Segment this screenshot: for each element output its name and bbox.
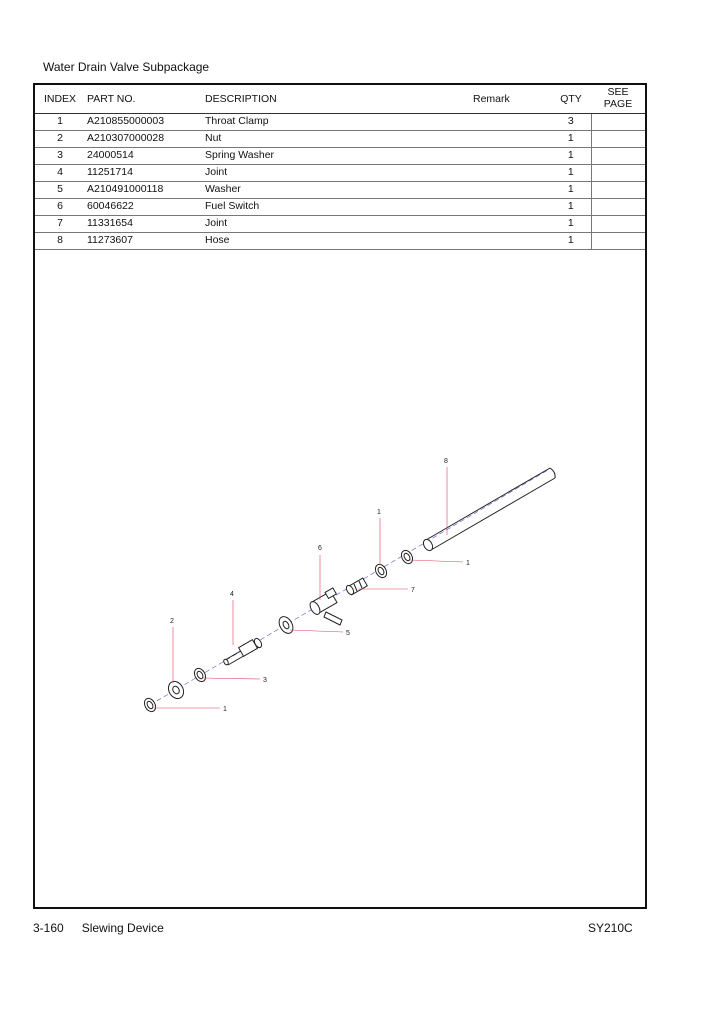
header-part-no: PART NO. xyxy=(85,85,203,113)
cell-part-no: 60046622 xyxy=(85,198,203,215)
cell-description: Spring Washer xyxy=(203,147,473,164)
cell-part-no: 24000514 xyxy=(85,147,203,164)
model-name: SY210C xyxy=(588,921,633,935)
cell-part-no: A210491000118 xyxy=(85,181,203,198)
cell-qty: 1 xyxy=(551,181,591,198)
cell-description: Joint xyxy=(203,164,473,181)
cell-qty: 1 xyxy=(551,147,591,164)
callout-7: 7 xyxy=(411,587,415,594)
cell-index: 5 xyxy=(35,181,85,198)
callout-1: 1 xyxy=(223,706,227,713)
cell-description: Throat Clamp xyxy=(203,113,473,130)
cell-index: 1 xyxy=(35,113,85,130)
cell-part-no: 11251714 xyxy=(85,164,203,181)
cell-description: Washer xyxy=(203,181,473,198)
joint-part-7 xyxy=(345,578,367,596)
cell-part-no: A210307000028 xyxy=(85,130,203,147)
cell-description: Joint xyxy=(203,215,473,232)
washer-part xyxy=(276,614,295,636)
callout-1: 1 xyxy=(466,560,470,567)
callout-8: 8 xyxy=(444,458,448,465)
cell-part-no: 11331654 xyxy=(85,215,203,232)
throat-clamp-part xyxy=(142,696,158,713)
joint-part-4 xyxy=(223,637,263,665)
cell-description: Hose xyxy=(203,232,473,249)
header-qty: QTY xyxy=(551,85,591,113)
callout-1: 1 xyxy=(377,509,381,516)
cell-index: 8 xyxy=(35,232,85,249)
cell-part-no: A210855000003 xyxy=(85,113,203,130)
throat-clamp-part xyxy=(373,548,415,579)
section-name: Slewing Device xyxy=(81,921,164,935)
document-title: Water Drain Valve Subpackage xyxy=(43,60,210,74)
header-see-page: SEE PAGE xyxy=(591,85,645,113)
cell-index: 2 xyxy=(35,130,85,147)
page-footer-left xyxy=(33,921,164,935)
cell-description: Fuel Switch xyxy=(203,198,473,215)
cell-qty: 1 xyxy=(551,164,591,181)
cell-qty: 3 xyxy=(551,113,591,130)
header-description: DESCRIPTION xyxy=(203,85,473,113)
cell-part-no: 11273607 xyxy=(85,232,203,249)
cell-index: 6 xyxy=(35,198,85,215)
hose-part xyxy=(422,468,556,552)
cell-description: Nut xyxy=(203,130,473,147)
callout-2: 2 xyxy=(170,618,174,625)
header-index: INDEX xyxy=(35,85,85,113)
callout-6: 6 xyxy=(318,545,322,552)
cell-qty: 1 xyxy=(551,130,591,147)
spring-washer-part xyxy=(192,666,208,683)
callout-5: 5 xyxy=(346,630,350,637)
header-remark: Remark xyxy=(473,85,551,113)
cell-qty: 1 xyxy=(551,198,591,215)
fuel-switch-part xyxy=(308,588,342,625)
callout-3: 3 xyxy=(263,677,267,684)
page-number: 3-160 xyxy=(33,921,64,935)
cell-index: 3 xyxy=(35,147,85,164)
cell-qty: 1 xyxy=(551,215,591,232)
cell-qty: 1 xyxy=(551,232,591,249)
nut-part xyxy=(165,679,186,702)
callout-4: 4 xyxy=(230,591,234,598)
cell-index: 7 xyxy=(35,215,85,232)
cell-index: 4 xyxy=(35,164,85,181)
